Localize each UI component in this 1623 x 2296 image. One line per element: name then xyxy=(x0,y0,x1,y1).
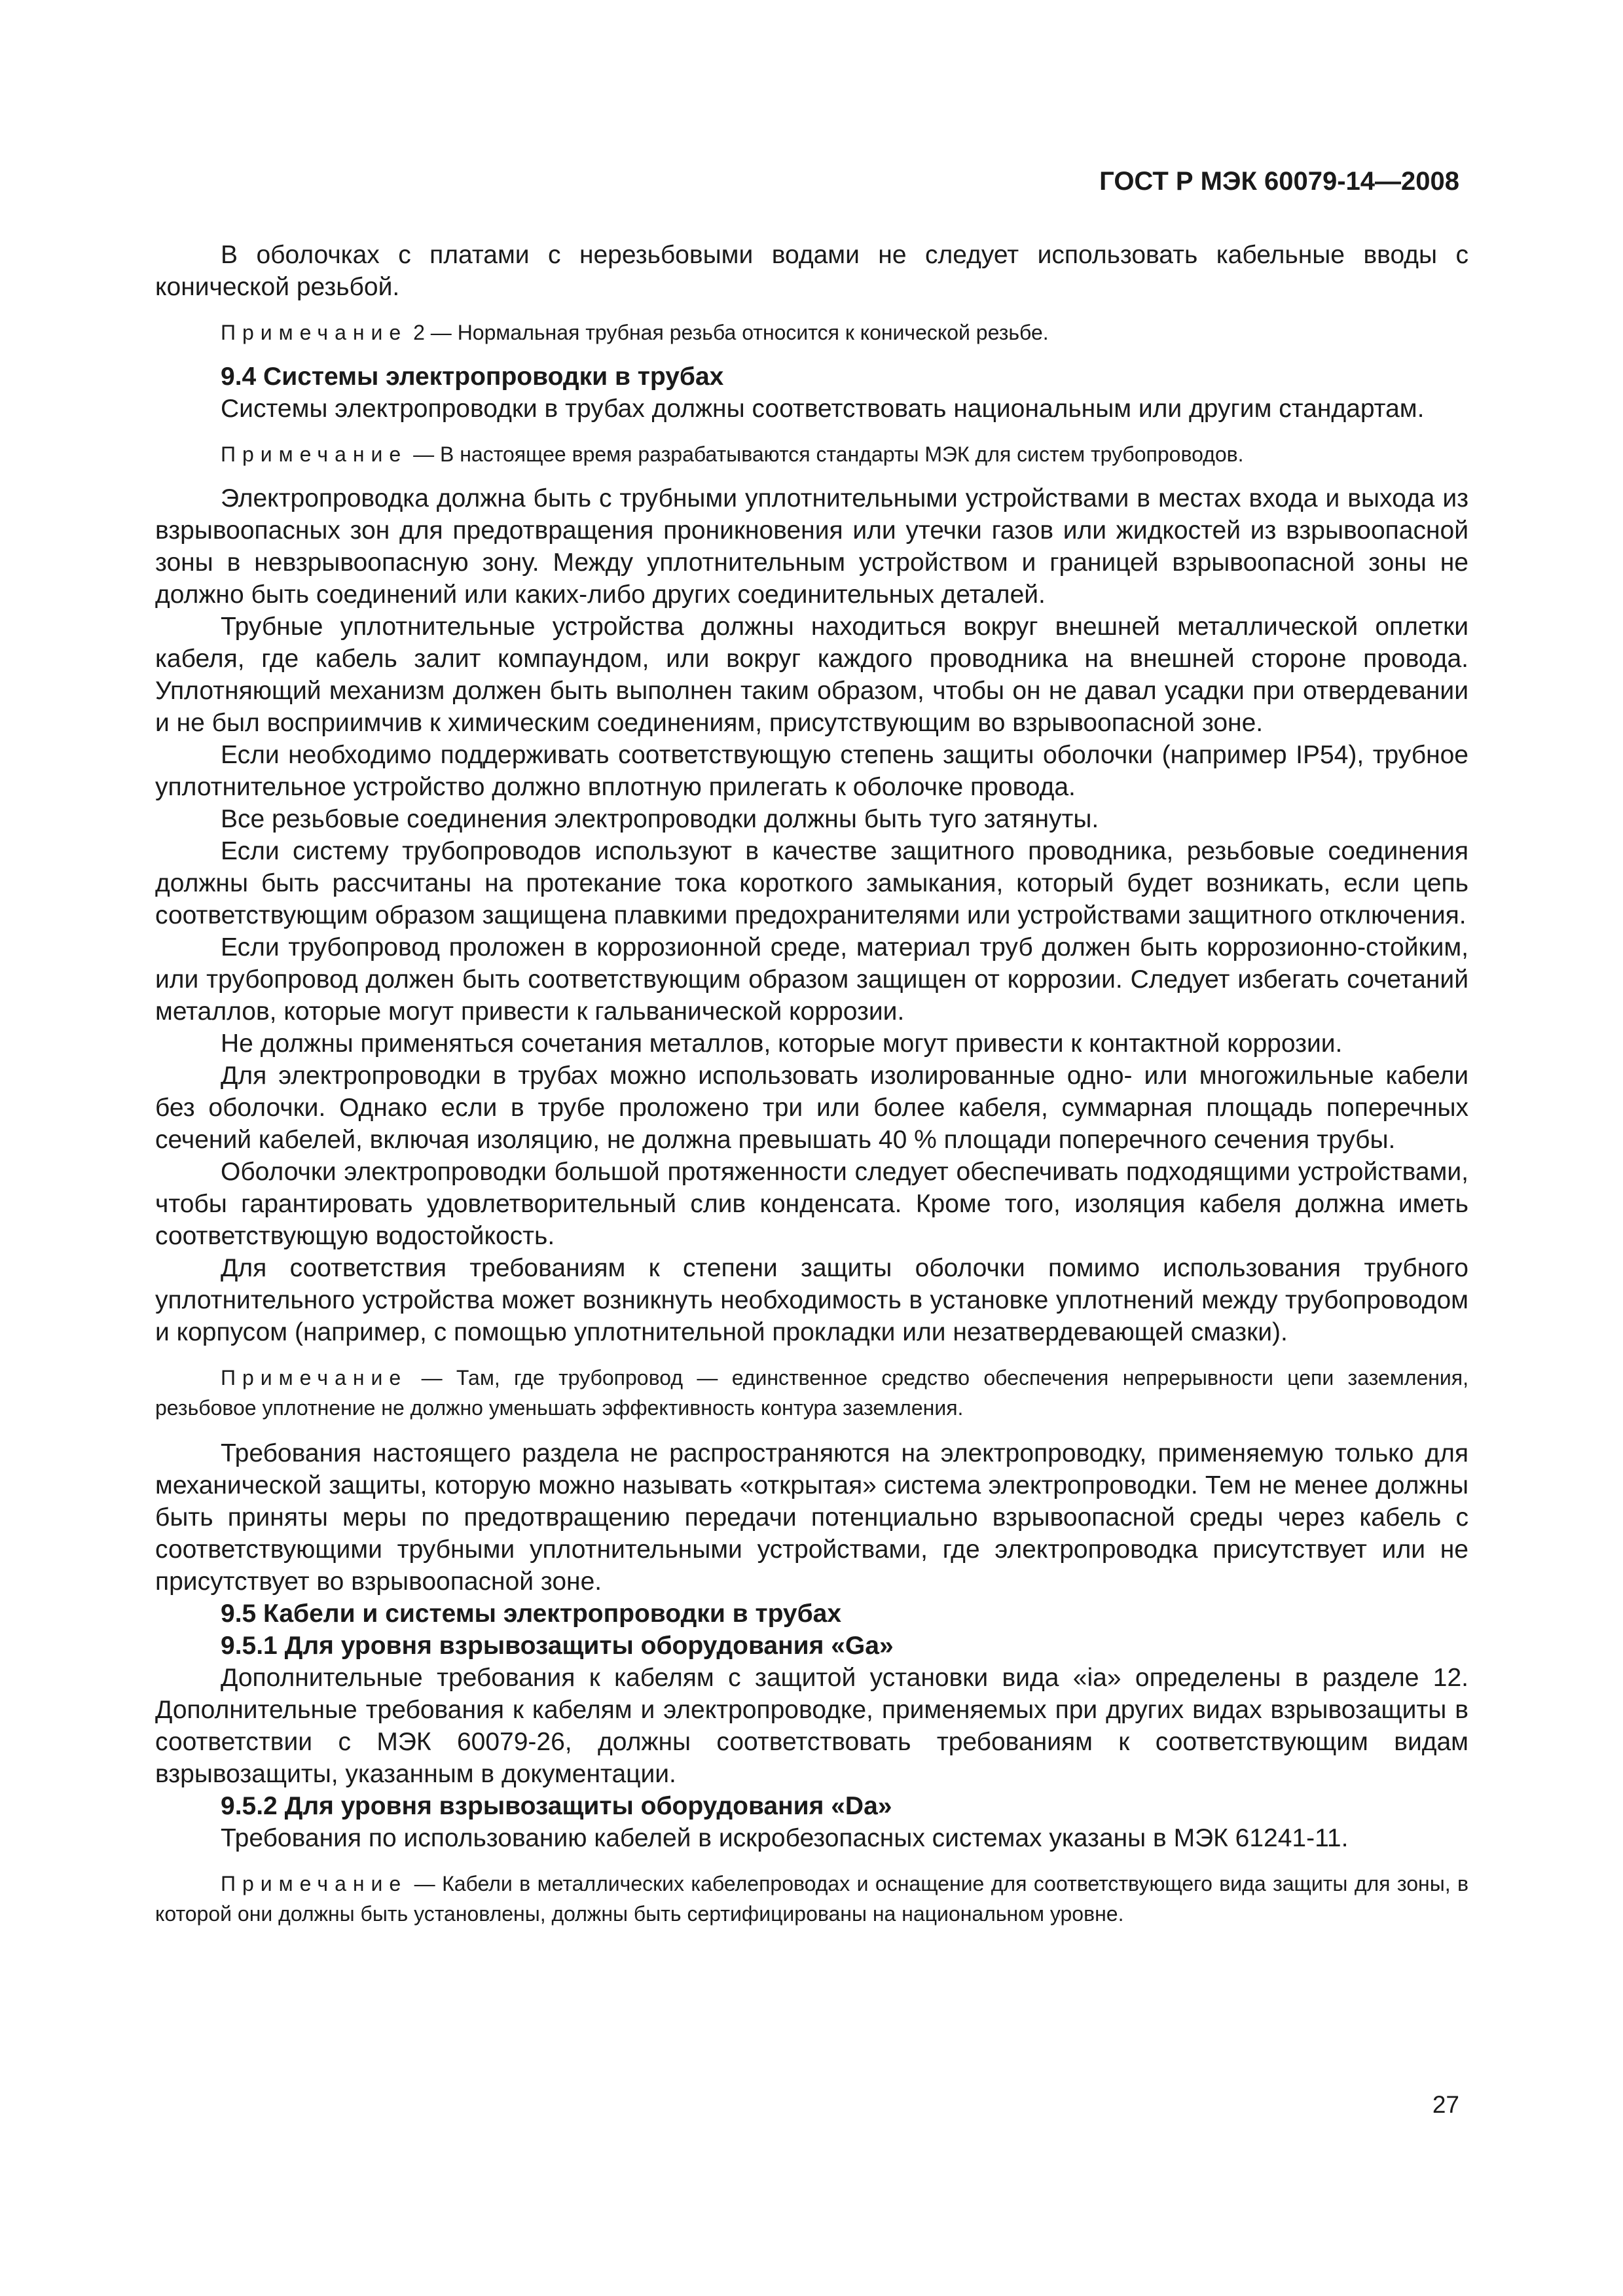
section-heading-9-4: 9.4 Системы электропроводки в трубах xyxy=(221,363,724,391)
paragraph: Не должны применяться сочетания металлов, которые могут привести к контактной коррозии. xyxy=(221,1030,1343,1058)
paragraph: Если систему трубопроводов используют в качестве защитного проводника, резьбовые соединения должны быть рассчитаны на протекание тока короткого замыкания, который будет возникать, если цепь соответствующим образом защищена плавкими предохранителями или устройствами защитного отключения. xyxy=(155,837,1468,929)
section-heading-9-5: 9.5 Кабели и системы электропроводки в трубах xyxy=(221,1600,842,1628)
paragraph: Оболочки электропроводки большой протяженности следует обеспечивать подходящими устройствами, чтобы гарантировать удовлетворительный слив конденсата. Кроме того, изоляция кабеля должна иметь соответствующую водостойкость. xyxy=(155,1158,1468,1250)
paragraph: Дополнительные требования к кабелям с защитой установки вида «ia» определены в разделе 12. Дополнительные требования к кабелям и электропроводке, применяемых при других видах взрывозащиты в соответствии с МЭК 60079-26, должны соответствовать требованиям к соответствующим видам взрывозащиты, указанным в документации. xyxy=(155,1664,1468,1788)
paragraph: Трубные уплотнительные устройства должны находиться вокруг внешней металлической оплетки кабеля, где кабель залит компаундом, или вокруг каждого проводника на внешней стороне провода. Уплотняющий механизм должен быть выполнен таким образом, чтобы он не давал усадки при отвердевании и не был восприимчив к химическим соединениям, присутствующим во взрывоопасной зоне. xyxy=(155,613,1468,737)
paragraph: Электропроводка должна быть с трубными уплотнительными устройствами в местах входа и выхода из взрывоопасных зон для предотвращения проникновения или утечки газов или жидкостей из взрывоопасной зоны в невзрывоопасную зону. Между уплотнительным устройством и границей взрывоопасной зоны не должно быть соединений или каких-либо других соединительных деталей. xyxy=(155,484,1468,609)
note-text: — Там, где трубопровод — единственное средство обеспечения непрерывности цепи заземления, резьбовое уплотнение не должно уменьшать эффективность контура заземления. xyxy=(155,1366,1468,1420)
note-text: 2 — Нормальная трубная резьба относится к конической резьбе. xyxy=(407,321,1049,344)
note-label: Примечание xyxy=(221,321,408,344)
note xyxy=(155,1363,1468,1423)
page-content xyxy=(155,239,1468,1942)
paragraph: Все резьбовые соединения электропроводки должны быть туго затянуты. xyxy=(221,805,1099,833)
note-label: Примечание xyxy=(221,1872,408,1895)
subsection-heading-9-5-2: 9.5.2 Для уровня взрывозащиты оборудования «Da» xyxy=(221,1792,892,1820)
note-label: Примечание xyxy=(221,442,408,466)
note-text: — В настоящее время разрабатываются стандарты МЭК для систем трубопроводов. xyxy=(407,442,1244,466)
paragraph: В оболочках с платами с нерезьбовыми водами не следует использовать кабельные вводы с конической резьбой. xyxy=(155,241,1468,301)
note-text: — Кабели в металлических кабелепроводах и оснащение для соответствующего вида защиты для зоны, в которой они должны быть установлены, должны быть сертифицированы на национальном уровне. xyxy=(155,1872,1468,1926)
note xyxy=(155,317,1468,348)
paragraph: Требования по использованию кабелей в искробезопасных системах указаны в МЭК 61241-11. xyxy=(221,1824,1349,1852)
paragraph: Если трубопровод проложен в коррозионной среде, материал труб должен быть коррозионно-стойким, или трубопровод должен быть соответствующим образом защищен от коррозии. Следует избегать сочетаний металлов, которые могут привести к гальванической коррозии. xyxy=(155,933,1468,1026)
page-number: 27 xyxy=(1432,2091,1459,2118)
paragraph: Если необходимо поддерживать соответствующую степень защиты оболочки (например IP54), трубное уплотнительное устройство должно вплотную прилегать к оболочке провода. xyxy=(155,741,1468,801)
note-label: Примечание xyxy=(221,1366,408,1390)
paragraph: Системы электропроводки в трубах должны соответствовать национальным или другим стандартам. xyxy=(221,395,1425,423)
document-id: ГОСТ Р МЭК 60079-14—2008 xyxy=(1099,167,1459,196)
subsection-heading-9-5-1: 9.5.1 Для уровня взрывозащиты оборудования «Ga» xyxy=(221,1632,894,1660)
paragraph: Требования настоящего раздела не распространяются на электропроводку, применяемую только для механической защиты, которую можно называть «открытая» система электропроводки. Тем не менее должны быть приняты меры по предотвращению передачи потенциально взрывоопасной среды через кабель с соответствующими трубными уплотнительными устройствами, где электропроводка присутствует или не присутствует во взрывоопасной зоне. xyxy=(155,1439,1468,1596)
paragraph: Для соответствия требованиям к степени защиты оболочки помимо использования трубного уплотнительного устройства может возникнуть необходимость в установке уплотнений между трубопроводом и корпусом (например, с помощью уплотнительной прокладки или незатвердевающей смазки). xyxy=(155,1254,1468,1346)
paragraph: Для электропроводки в трубах можно использовать изолированные одно- или многожильные кабели без оболочки. Однако если в трубе проложено три или более кабеля, суммарная площадь поперечных сечений кабелей, включая изоляцию, не должна превышать 40 % площади поперечного сечения трубы. xyxy=(155,1062,1468,1154)
note xyxy=(155,439,1468,469)
note xyxy=(155,1869,1468,1929)
